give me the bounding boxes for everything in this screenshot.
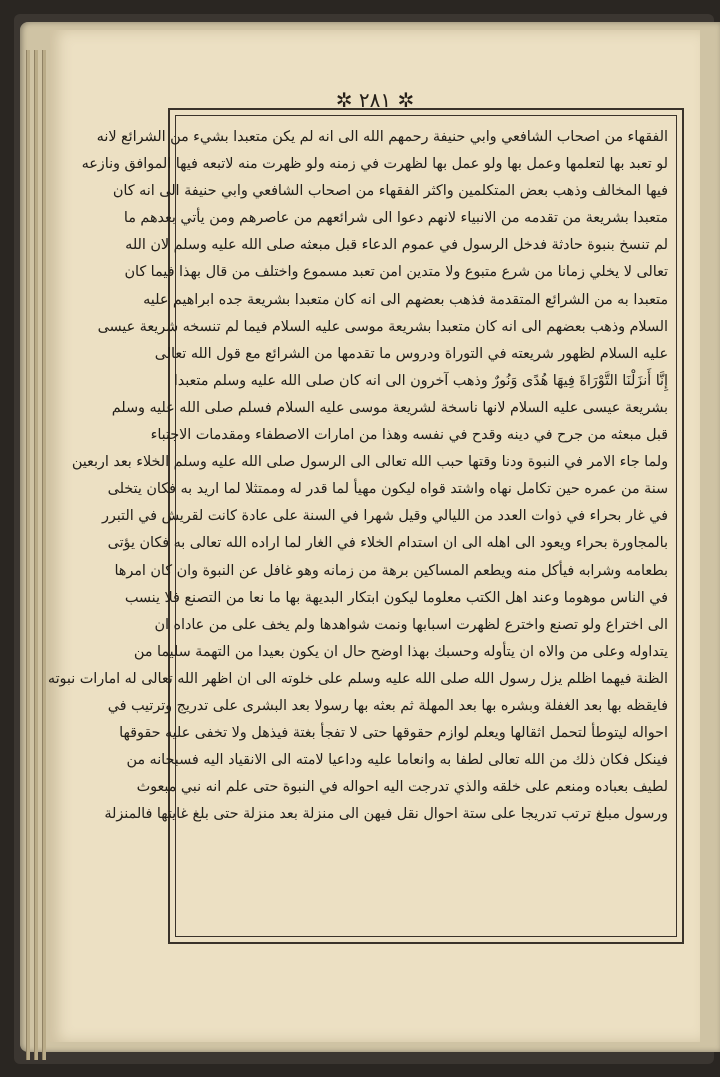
page-edge (34, 50, 38, 1060)
text-line: في غار بحراء في ذوات العدد من الليالي وقيل شهرا في السنة على عادة كانت لقريش في التبرر (101, 508, 668, 525)
text-line: الى اختراع ولو تصنع واخترع لظهرت اسبابها ونمت شواهدها ولم يخف على من عاداه ان (154, 616, 668, 633)
text-line: في الناس موهوما وعند اهل الكتب معلوما ليكون ابتكار البديهة بها ما نعا من التصنع فلا ينسب (124, 589, 668, 606)
text-line: قبل مبعثه من جرح في دينه وقدح في نفسه وهذا من امارات الاصطفاء ومقدمات الاجتباء (150, 427, 668, 444)
text-frame (47, 108, 684, 944)
text-line: متعبدا به من الشرائع المتقدمة فذهب بعضهم الى انه كان متعبدا بشريعة جده ابراهيم عليه (143, 291, 668, 308)
page-number: ٢٨١ (358, 88, 392, 112)
text-line: لم تنسخ بنبوة حادثة فدخل الرسول في عموم الدعاء قبل مبعثه صلى الله عليه وسلم لان الله (125, 237, 668, 254)
page-edge (42, 50, 46, 1060)
text-line: سنة من عمره حين تكامل نهاه واشتد قواه ليكون مهيأ لما قدر له وممتثلا لما اريد به فكان يتخلى (107, 481, 668, 498)
text-line: ورسول مبلغ ترتب تدريجا على ستة احوال نقل فيهن الى منزلة بعد منزلة حتى بلغ غايتها فالمنزلة (104, 806, 668, 823)
text-line: السلام وذهب بعضهم الى انه كان متعبدا بشريعة موسى عليه السلام فيما لم تنسخه شريعة عيسى (97, 318, 668, 335)
text-line: إِنَّا أَنزَلْنَا التَّوْرَاةَ فِيهَا هُدًى وَنُورٌ وذهب آخرون الى انه كان صلى الله عليه وسلم متعبدا (173, 372, 668, 389)
text-line: متعبدا بشريعة من تقدمه من الانبياء لانهم دعوا الى شرائعهم من عاصرهم ومن يأتي بعدهم ما (123, 210, 668, 227)
page-edge (26, 50, 30, 1060)
text-line: بطعامه وشرابه فيأكل منه ويطعم المساكين برهة من زمانه وهو غافل عن النبوة وان كان امرها (114, 562, 668, 579)
text-line: بالمجاورة بحراء ويعود الى اهله الى ان استدام الخلاء في الغار لما اراده الله تعالى به فكان يؤتى (107, 535, 668, 552)
body-text (47, 124, 668, 928)
text-line: الظنة فيهما اظلم يزل رسول الله صلى الله عليه وسلم على خلوته الى ان اظهر الله تعالى له امارات نبوته (47, 670, 668, 687)
text-line: تعالى لا يخلي زمانا من شرع متبوع ولا متدين امن تعبد مسموع واختلف من قال بهذا فيما كان (124, 264, 668, 281)
text-line: يتداوله وعلى من والاه ان يتأوله وحسبك بهذا اوضح حال ان يكون بعيدا من التهمة سليما من (133, 643, 668, 660)
ornament-left-icon: ✲ (335, 88, 353, 112)
ornament-right-icon: ✲ (397, 88, 415, 112)
text-line: لطيف بعباده ومنعم على خلقه والذي تدرجت اليه احواله في النبوة حتى علم انه نبي مبعوث (136, 779, 668, 796)
book-page (47, 30, 700, 1042)
text-line: الفقهاء من اصحاب الشافعي وابي حنيفة رحمهم الله الى انه لم يكن متعبدا بشيء من الشرائع لانه (96, 129, 668, 145)
text-line: بشريعة عيسى عليه السلام لانها ناسخة لشريعة موسى عليه السلام فسلم صلى الله عليه وسلم (111, 399, 668, 416)
text-line: ولما جاء الامر في النبوة ودنا وقتها حبب الله تعالى الى الرسول صلى الله عليه وسلم الخلاء بعد اربعين (71, 454, 668, 471)
text-line: فايقظه بها بعد الغفلة وبشره بها بعد المهلة ثم بعثه بها رسولا بعد البشرى على تدريج وترتيب في (107, 697, 668, 714)
text-line: احواله ليتوطأ لتحمل اثقالها ويعلم لوازم حقوقها حتى لا تفجأ بغتة فيذهل ولا تخفى عليه حقوقها (119, 725, 668, 742)
text-line: فيها المخالف وذهب بعض المتكلمين واكثر الفقهاء من اصحاب الشافعي وابي حنيفة الى انه كان (112, 183, 668, 200)
text-frame-inner (47, 115, 677, 937)
text-line: لو تعبد بها لتعلمها وعمل بها ولو عمل بها لظهرت في زمنه ولو ظهرت منه لاتبعه فيها الموافق ونازعه (81, 156, 668, 173)
text-line: فينكل فكان ذلك من الله تعالى لطفا به وانعاما عليه وداعيا لامته الى الانقياد اليه فسبحانه من (126, 752, 668, 769)
text-line: عليه السلام لظهور شريعته في التوراة ودروس ما تقدمها من الشرائع مع قول الله تعالى (154, 345, 668, 362)
